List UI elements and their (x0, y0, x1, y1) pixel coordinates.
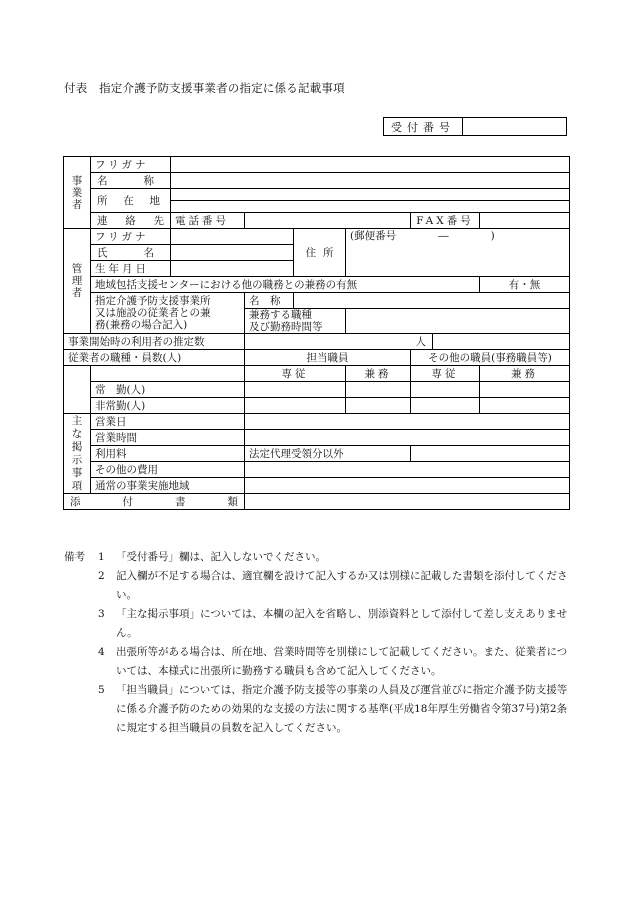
fax-field[interactable] (480, 213, 570, 229)
section-jigyousha: 事 業 者 (64, 157, 91, 229)
manager-name-label: 氏 名 (91, 245, 171, 261)
users-unit: 人 (415, 335, 426, 348)
tantou-staff-header: 担当職員 (245, 350, 411, 366)
business-days-label: 営業日 (91, 414, 245, 430)
service-area-field[interactable] (245, 478, 570, 494)
receipt-number-field[interactable] (463, 118, 566, 135)
manager-address-label: 住 所 (294, 229, 346, 277)
postal-code-label: (郵便番号 ― ) (350, 230, 495, 242)
regular-tantou-full[interactable] (245, 382, 346, 398)
notes-heading: 備考 (64, 551, 85, 563)
furigana-label: フリガナ (91, 157, 171, 173)
post-duty-field[interactable] (346, 309, 570, 334)
manager-furigana-label: フリガナ (91, 229, 171, 245)
nonregular-other-concurrent[interactable] (480, 398, 570, 414)
business-hours-label: 営業時間 (91, 430, 245, 446)
tantou-concurrent-header: 兼務 (346, 366, 411, 382)
manager-name-field[interactable] (171, 245, 294, 261)
business-days-field[interactable] (245, 414, 570, 430)
regular-tantou-concurrent[interactable] (346, 382, 411, 398)
receipt-number-label: 受付番号 (384, 118, 463, 135)
address-label: 所 在 地 (91, 189, 171, 213)
other-cost-field[interactable] (245, 462, 570, 478)
fax-label: FAX番号 (411, 213, 480, 229)
manager-furigana-field[interactable] (171, 229, 294, 245)
regular-other-concurrent[interactable] (480, 382, 570, 398)
phone-field[interactable] (245, 213, 411, 229)
note-item: 2 記入欄が不足する場合は、適宜欄を設けて記入するか又は別様に記載した書類を添付してください。 (98, 570, 568, 601)
fee-label: 利用料 (91, 446, 245, 462)
nonregular-other-full[interactable] (411, 398, 480, 414)
tantou-full-header: 専従 (245, 366, 346, 382)
attachments-field[interactable] (245, 494, 570, 510)
fee-field[interactable] (411, 446, 570, 462)
fee-note: 法定代理受領分以外 (245, 446, 411, 462)
birth-date-field[interactable] (171, 261, 294, 277)
nonregular-tantou-full[interactable] (245, 398, 346, 414)
staff-label: 従業者の職種・員数(人) (64, 350, 245, 366)
other-cost-label: その他の費用 (91, 462, 245, 478)
post-name-field[interactable] (294, 293, 570, 309)
section-kanrisha: 管 理 者 (64, 229, 91, 334)
business-hours-field[interactable] (245, 430, 570, 446)
other-concurrent-header: 兼務 (480, 366, 570, 382)
regular-other-full[interactable] (411, 382, 480, 398)
form-title: 付表 指定介護予防支援事業者の指定に係る記載事項 (64, 81, 345, 95)
receipt-number-box (383, 117, 567, 136)
note-item: 4 出張所等がある場合は、所在地、営業時間等を別様にして記載してください。また、従業者については、本様式に出張所に勤務する職員も含めて記入してください。 (98, 646, 568, 677)
regular-staff-label: 常 勤(人) (91, 382, 245, 398)
notes-section (64, 548, 570, 738)
staff-blank-left (64, 366, 91, 414)
service-area-label: 通常の事業実施地域 (91, 478, 245, 494)
nonregular-tantou-concurrent[interactable] (346, 398, 411, 414)
birth-date-label: 生年月日 (91, 261, 171, 277)
post-duty-label: 兼務する職種 及び勤務時間等 (245, 309, 346, 334)
note-item: 5 「担当職員」については、指定介護予防支援等の事業の人員及び運営並びに指定介護予防支援等に係る介護予防のための効果的な支援の方法に関する基準(平成18年厚生労働省令第37号)第2条に規定する担当職員の員数を記入してください。 (98, 684, 568, 734)
users-estimate-field[interactable] (245, 334, 433, 350)
other-staff-header: その他の職員(事務職員等) (411, 350, 570, 366)
other-full-header: 専従 (411, 366, 480, 382)
address-field-line2[interactable] (171, 201, 570, 213)
concurrent-yes-no[interactable]: 有・無 (480, 277, 570, 293)
name-field[interactable] (171, 173, 570, 189)
furigana-field[interactable] (171, 157, 570, 173)
phone-label: 電話番号 (171, 213, 245, 229)
post-name-label: 名 称 (245, 293, 294, 309)
contact-label: 連 絡 先 (91, 213, 171, 229)
address-field-line1[interactable] (171, 189, 570, 201)
attachments-label: 添 付 書 類 (64, 494, 245, 510)
users-estimate-label: 事業開始時の利用者の推定数 (64, 334, 245, 350)
other-post-label: 指定介護予防支援事業所 又は施設の従業者との兼 務(兼務の場合記入) (91, 293, 245, 334)
users-estimate-blank (433, 334, 570, 350)
staff-blank-top (91, 366, 245, 382)
section-main-items: 主 な 掲 示 事 項 (64, 414, 91, 494)
nonregular-staff-label: 非常勤(人) (91, 398, 245, 414)
note-item: 3 「主な掲示事項」については、本欄の記入を省略し、別添資料として添付して差し支えありません。 (98, 608, 568, 639)
name-label: 名 称 (91, 173, 171, 189)
application-form-table (63, 156, 570, 510)
manager-address-field[interactable] (346, 229, 570, 277)
note-item: 備考 1 「受付番号」欄は、記入しないでください。 (64, 548, 570, 567)
concurrent-duty-question: 地域包括支援センターにおける他の職務との兼務の有無 (91, 277, 480, 293)
